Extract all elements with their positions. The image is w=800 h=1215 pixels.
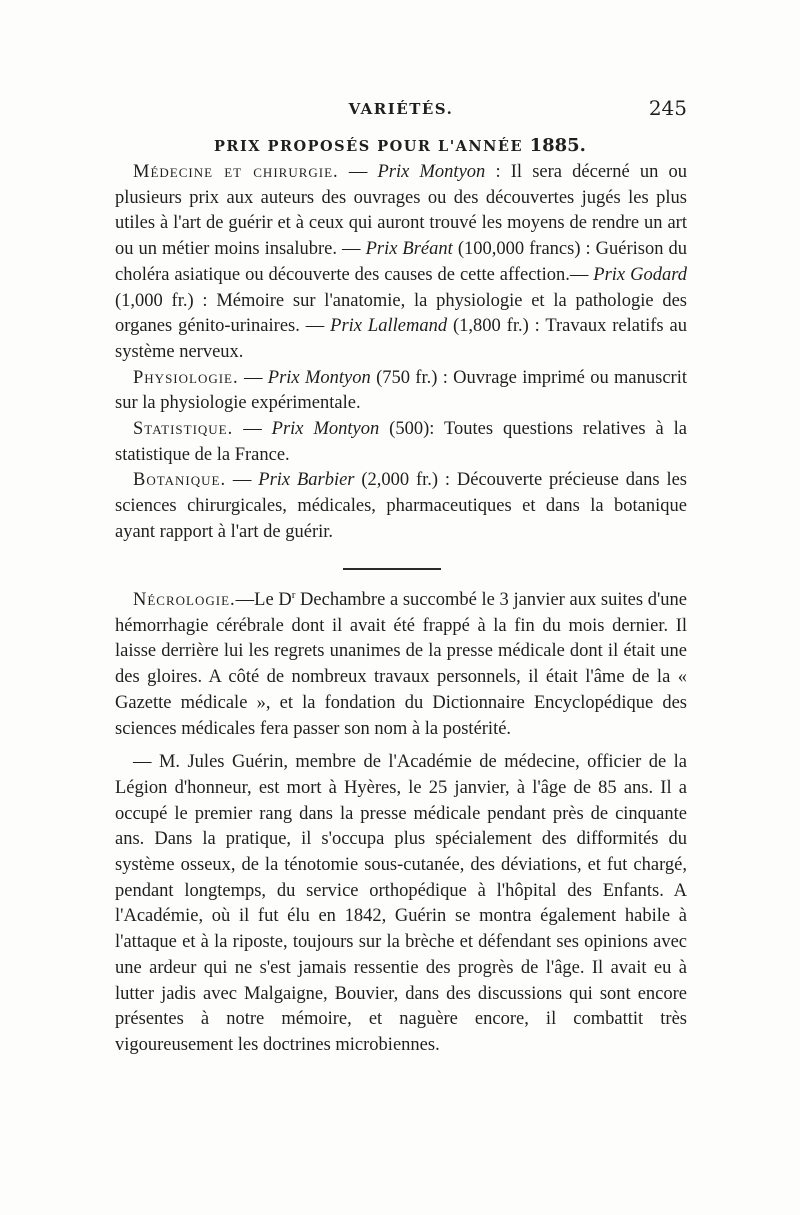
prize-botanique: Botanique. — Prix Barbier (2,000 fr.) : Découverte précieuse dans les sciences chirurgicales, médicales, pharmaceutiques et dans la botanique ayant rapport à l'art de guérir. (115, 470, 687, 542)
necrologie-text: Dechambre a succombé le 3 janvier aux suites d'une hémorrhagie cérébrale dont il avait été frappé à la fin du mois dernier. Il laisse derrière lui les regrets unanimes de la presse médicale dont il était une des gloires. A côté de nombreux travaux personnels, il était l'âme de la « Gazette médicale », et la fondation du Dictionnaire Encyclopédique des sciences médicales fera passer son nom à la postérité. (115, 590, 687, 739)
necrologie-label: Nécrologie. (133, 590, 236, 610)
prize-physiologie: Physiologie. — Prix Montyon (750 fr.) : Ouvrage imprimé ou manuscrit sur la physiologie expérimentale. (115, 367, 687, 414)
prize-text: (500): Toutes questions relatives à la statistique de la France. (115, 419, 687, 465)
section-title-text: PRIX PROPOSÉS POUR L'ANNÉE (214, 138, 524, 155)
prize-text: (2,000 fr.) : Découverte précieuse dans les sciences chirurgicales, médicales, pharmaceutiques et dans la botanique ayant rapport à l'art de guérir. (115, 470, 687, 542)
prize-category-label: Botanique. (133, 470, 227, 491)
necrologie-guerin (115, 750, 687, 1058)
prize-name: Prix Lallemand (330, 316, 448, 337)
prize-name: Prix Godard (593, 264, 687, 285)
prize-name: Prix Bréant (365, 239, 453, 260)
prize-category-label: Physiologie. (133, 367, 239, 388)
running-head: VARIÉTÉS. (348, 100, 454, 118)
prize-text: (1,000 fr.) : Mémoire sur l'anatomie, la physiologie et la pathologie des organes génito-urinaires. — (115, 290, 687, 337)
prize-category-label: Médecine et chirurgie. (133, 162, 339, 182)
page-number: 245 (648, 96, 687, 120)
prizes-block (115, 160, 687, 546)
section-title-year: 1885. (529, 135, 586, 156)
necrologie-text: — M. Jules Guérin, membre de l'Académie de médecine, officier de la Légion d'honneur, est mort à Hyères, le 25 janvier, à l'âge de 85 ans. Il a occupé le premier rang dans la presse médicale pendant près de cinquante ans. Dans la pratique, il s'occupa plus spécialement des difformités du système osseux, de la ténotomie sous-cutanée, des déviations, et fut chargé, pendant longtemps, du service orthopédique à l'hôpital des Enfants. A l'Académie, où il fut élu en 1842, Guérin se montra également habile à l'attaque et à la riposte, toujours sur la brèche et défendant ses opinions avec une ardeur qui ne s'est jamais ressentie des progrès de l'âge. Il avait eu à lutter jadis avec Malgaigne, Bouvier, dans des discussions qui sont encore présentes à notre mémoire, et naguère encore, il combattit très vigoureusement les doctrines microbiennes. (115, 752, 687, 1055)
prize-text: (1,800 fr.) : Travaux relatifs au système nerveux. (115, 316, 687, 362)
prize-statistique: Statistique. — Prix Montyon (500): Toutes questions relatives à la statistique de la France. (115, 419, 687, 465)
prize-text: (100,000 francs) : Guérison du choléra asiatique ou découverte des causes de cette affection.— (115, 239, 688, 285)
section-title (115, 135, 685, 156)
prize-name: Prix Montyon (267, 367, 371, 388)
prize-name: Prix Montyon (377, 162, 486, 182)
necrologie-dechambre (115, 588, 687, 742)
section-divider (343, 568, 441, 570)
prize-text: : Il sera décerné un ou plusieurs prix aux auteurs des ouvrages ou des découvertes jugés les plus utiles à l'art de guérir et à ceux qui auront trouvé les moyens de rendre un art ou un métier moins insalubre. — (115, 162, 687, 260)
prize-name: Prix Montyon (271, 419, 380, 440)
necrologie-dash: —Le D (235, 590, 292, 610)
page-header (115, 96, 687, 126)
prize-category-label: Statistique. (133, 419, 234, 440)
prize-text: (750 fr.) : Ouvrage imprimé ou manuscrit sur la physiologie expérimentale. (115, 367, 687, 414)
prize-medecine: Médecine et chirurgie. — Prix Montyon : Il sera décerné un ou plusieurs prix aux auteurs des ouvrages ou des découvertes jugés les plus utiles à l'art de guérir et à ceux qui auront trouvé les moyens de rendre un art ou un métier moins insalubre. — Prix Bréant (100,000 francs) : Guérison du choléra asiatique ou découverte des causes de cette affection.— Prix Godard (1,000 fr.) : Mémoire sur l'anatomie, la physiologie et la pathologie des organes génito-urinaires. — Prix Lallemand (1,800 fr.) : Travaux relatifs au système nerveux. (115, 162, 688, 362)
necrologie-sup: r (291, 588, 296, 601)
prize-name: Prix Barbier (258, 470, 355, 491)
necrologie-block (115, 588, 687, 1059)
